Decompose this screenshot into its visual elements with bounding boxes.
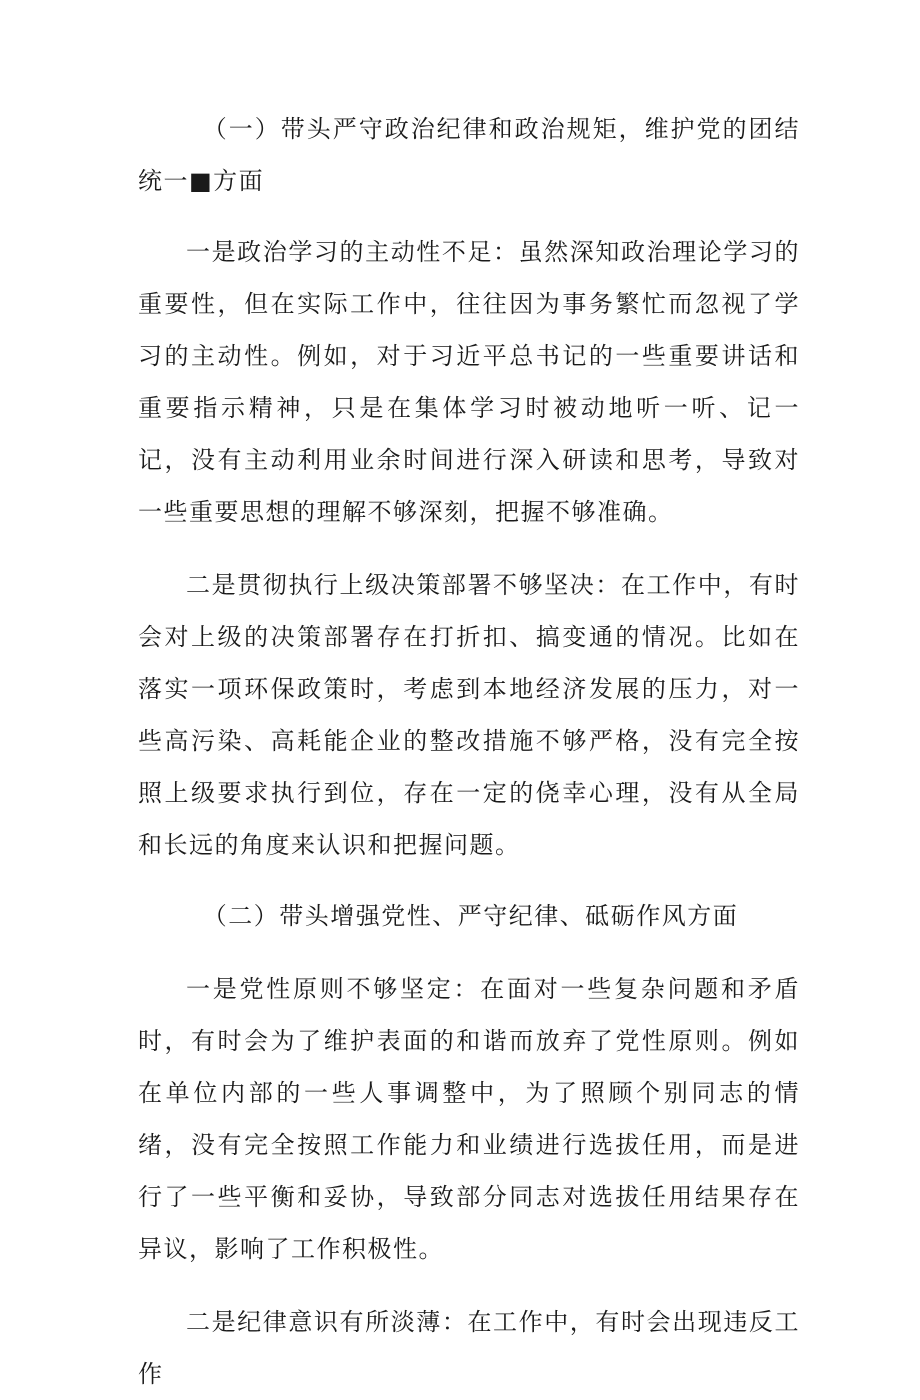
paragraph-party-principle: 一是党性原则不够坚定：在面对一些复杂问题和矛盾时，有时会为了维护表面的和谐而放弃了党性原则。例如在单位内部的一些人事调整中，为了照顾个别同志的情绪，没有完全按照工作能力和业绩进行选拔任用，而是进行了一些平衡和妥协，导致部分同志对选拔任用结果存在异议，影响了工作积极性。 bbox=[138, 975, 800, 1263]
paragraph-political-study: 一是政治学习的主动性不足：虽然深知政治理论学习的重要性，但在实际工作中，往往因为事务繁忙而忽视了学习的主动性。例如，对于习近平总书记的一些重要讲话和重要指示精神，只是在集体学习时被动地听一听、记一记，没有主动利用业余时间进行深入研读和思考，导致对一些重要思想的理解不够深刻，把握不够准确。 bbox=[138, 238, 800, 526]
section-heading-2: （二）带头增强党性、严守纪律、砥砺作风方面 bbox=[202, 902, 739, 930]
paragraph-discipline-awareness: 二是纪律意识有所淡薄：在工作中，有时会出现违反工作 bbox=[138, 1308, 800, 1388]
section-heading-1: （一）带头严守政治纪律和政治规矩，维护党的团结统一■方面 bbox=[138, 115, 800, 195]
paragraph-policy-implementation: 二是贯彻执行上级决策部署不够坚决：在工作中，有时会对上级的决策部署存在打折扣、搞变通的情况。比如在落实一项环保政策时，考虑到本地经济发展的压力，对一些高污染、高耗能企业的整改措施不够严格，没有完全按照上级要求执行到位，存在一定的侥幸心理，没有从全局和长远的角度来认识和把握问题。 bbox=[138, 571, 800, 859]
